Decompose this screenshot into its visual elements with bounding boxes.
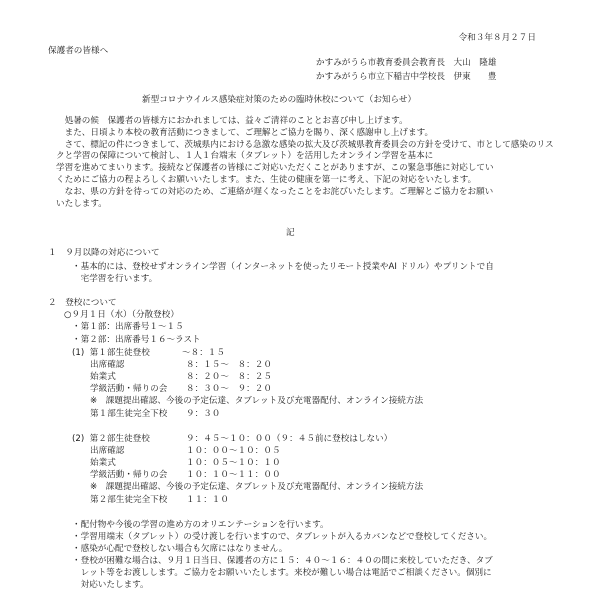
list-item: ・感染が心配で登校しない場合も欠席にはなりません。 — [72, 544, 288, 554]
schedule-time: １０：０５〜１０：１０ — [186, 458, 281, 468]
letter-date: 令和３年８月２７日 — [458, 33, 536, 43]
intro-line: 処暑の候 保護者の皆様方におかれましては、益々ご清祥のこととお喜び申し上げます。 — [56, 116, 408, 126]
addressee: 保護者の皆様へ — [48, 46, 109, 56]
list-item: 対応いたします。 — [72, 580, 149, 590]
letter-title: 新型コロナウイルス感染症対策のための臨時休校について（お知らせ） — [142, 95, 417, 105]
schedule-label: 出席確認 — [90, 360, 125, 370]
schedule-label: 始業式 — [90, 458, 116, 468]
sender-line-2: かすみがうら市立下稲吉中学校長 伊東 豊 — [316, 72, 497, 82]
schedule-time: １０：００〜１０：０５ — [186, 446, 281, 456]
schedule-time: ８：２０〜 ８：２５ — [186, 372, 272, 382]
schedule-note: ※ 課題提出確認、今後の予定伝達、タブレット及び充電器配付、オンライン接続方法 — [90, 482, 424, 492]
intro-line: また、日頃より本校の教育活動につきまして、ご理解とご協力を賜り、深く感謝申し上げます。 — [56, 128, 434, 138]
schedule-note: ※ 課題提出確認、今後の予定伝達、タブレット及び充電器配付、オンライン接続方法 — [90, 396, 424, 406]
intro-line: いたします。 — [56, 199, 107, 209]
ki-heading: 記 — [286, 228, 295, 238]
section-1-line: 宅学習を行います。 — [72, 274, 158, 284]
list-item: ・配付物や今後の学習の進め方のオリエンテーションを行います。 — [72, 520, 329, 530]
schedule-label: (1) 第１部生徒登校 — [72, 348, 150, 358]
part-line: ・第１部：出席番号１～１５ — [72, 322, 184, 332]
intro-line: さて、標記の件につきまして、茨城県内における急激な感染の拡大及び茨城県教育委員会の方針を受けて、市として感染のリスクと学習の保障について検討し、１人１台端末（タブレット）を活用したオンライン学習を基本に — [56, 140, 554, 161]
list-item: レット等をお渡しします。ご協力をお願いいたします。来校が難しい場合は電話でご相談ください。個別に — [72, 568, 492, 578]
schedule-label: 学級活動・帰りの会 — [90, 470, 168, 480]
schedule-label: (2) 第２部生徒登校 — [72, 434, 150, 444]
schedule-time: ８：１５〜 ８：２０ — [186, 360, 272, 370]
schedule-label: 学級活動・帰りの会 — [90, 384, 168, 394]
list-item: ・学習用端末（タブレット）の受け渡しを行いますので、タブレットが入るカバンなどで登校してください。 — [72, 532, 493, 542]
schedule-time: ８：３０〜 ９：２０ — [186, 384, 272, 394]
schedule-time: ９：４５〜１０：００（９：４５前に登校はしない） — [186, 434, 393, 444]
section-2-heading: ２ 登校について — [48, 298, 117, 308]
schedule-label: 出席確認 — [90, 446, 125, 456]
end-label: 第１部生徒完全下校 — [90, 409, 168, 419]
sender-line-1: かすみがうら市教育委員会教育長 大山 隆雄 — [316, 58, 497, 68]
schedule-time: 〜８：１５ — [182, 348, 225, 358]
intro-line: くためにご協力の程よろしくお願いいたします。また、生徒の健康を第一に考え、下記の対応をいたします。 — [56, 175, 477, 185]
intro-line: 学習を進めてまいります。接続など保護者の皆様にご対応いただくことがありますが、この緊急事態に対応してい — [56, 163, 494, 173]
part-line: ・第２部：出席番号１６～ラスト — [72, 335, 201, 345]
section-2-date: ○９月１日（水）（分散登校） — [64, 310, 179, 320]
section-1-line: ・基本的には、登校せずオンライン学習（インターネットを使ったリモート授業やAI ドリル）やプリントで自 — [72, 262, 494, 272]
intro-line: なお、県の方針を待っての対応のため、ご連絡が遅くなったことをお詫びいたします。ご理解とご協力をお願い — [56, 187, 494, 197]
end-label: 第２部生徒完全下校 — [90, 495, 168, 505]
end-time: ９：３０ — [186, 409, 221, 419]
schedule-time: １０：１０〜１１：００ — [186, 470, 281, 480]
list-item: ・登校が困難な場合は、９月１日当日、保護者の方に１５：４０〜１６：４０の間に来校していただき、タブ — [72, 556, 493, 566]
end-time: １１：１０ — [186, 495, 229, 505]
section-1-heading: １ ９月以降の対応について — [48, 248, 160, 258]
schedule-label: 始業式 — [90, 372, 116, 382]
